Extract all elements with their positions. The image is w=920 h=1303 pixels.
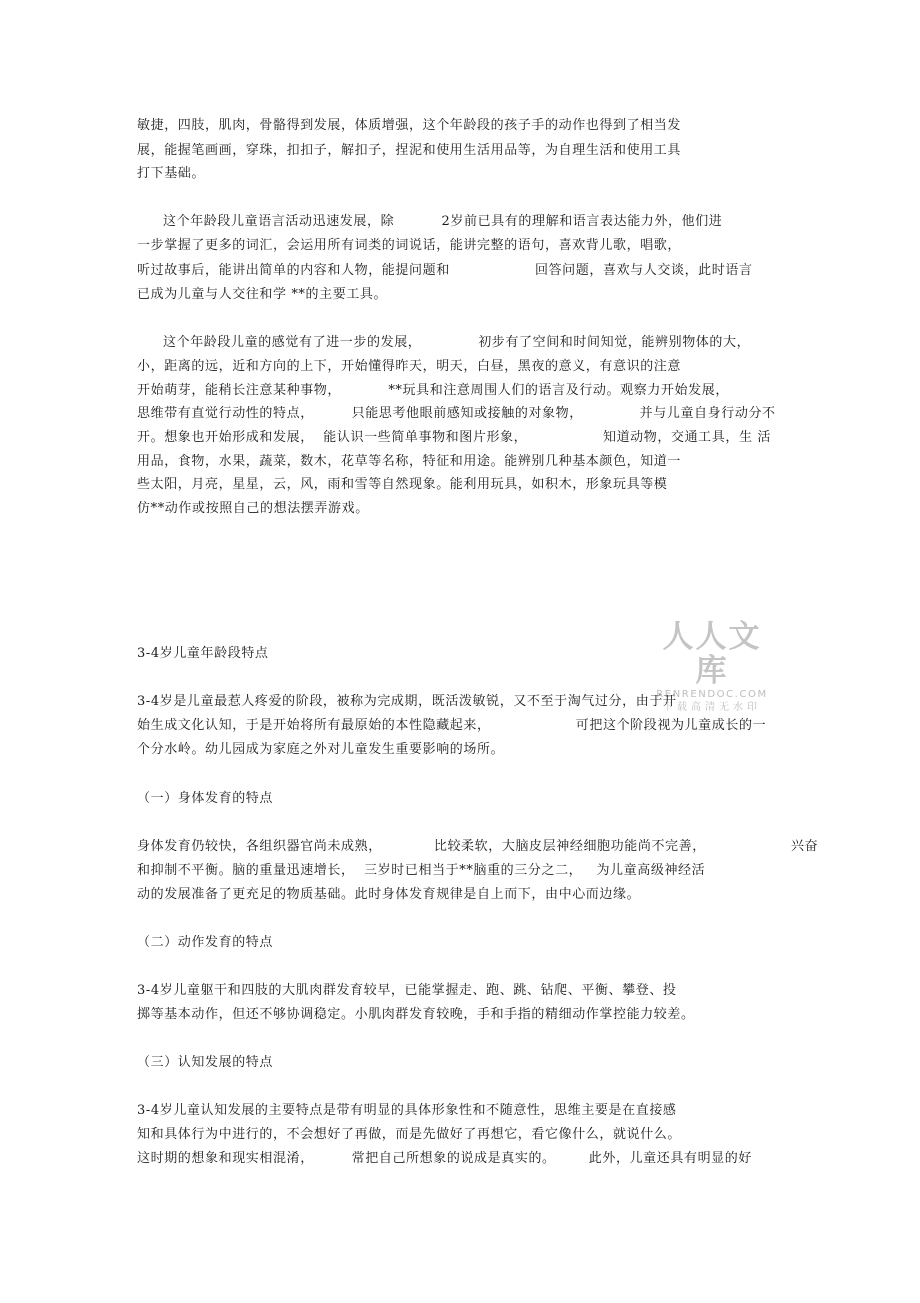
text-line: 开。想象也开始形成和发展， 能认识一些简单事物和图片形象， 知道动物，交通工具，生 活 bbox=[137, 430, 771, 445]
text-line: 小，距离的远，近和方向的上下，开始懂得昨天，明天，白昼，黑夜的意义，有意识的注意 bbox=[137, 359, 682, 374]
text-line: 这个年龄段儿童的感觉有了进一步的发展， 初步有了空间和时间知觉，能辨别物体的大， bbox=[163, 335, 751, 350]
text-line: 用品，食物，水果，蔬菜，数木，花草等名称，特征和用途。能辨别几种基本颜色，知道一 bbox=[137, 454, 682, 469]
text-line: 一步掌握了更多的词汇，会运用所有词类的词说话，能讲完整的语句，喜欢背儿歌，唱歌， bbox=[137, 238, 682, 253]
text-line: 敏捷，四肢，肌肉，骨骼得到发展，体质增强，这个年龄段的孩子手的动作也得到了相当发 bbox=[137, 118, 682, 133]
subsection-heading: （三）认知发展的特点 bbox=[137, 1055, 274, 1070]
text-line: 这个年龄段儿童语言活动迅速发展，除 2岁前已具有的理解和语言表达能力外，他们进 bbox=[163, 214, 723, 229]
text-line: 思维带有直觉行动性的特点， 只能思考他眼前感知或接触的对象物， 并与儿童自身行动分不 bbox=[137, 406, 776, 421]
text-line: 听过故事后，能讲出简单的内容和人物，能提问题和 回答问题，喜欢与人交谈，此时语言 bbox=[137, 263, 753, 278]
text-line: 展，能握笔画画，穿珠，扣扣子，解扣子，捏泥和使用生活用品等，为自理生活和使用工具 bbox=[137, 143, 682, 158]
text-line: 这时期的想象和现实相混淆， 常把自己所想象的说成是真实的。 此外，儿童还具有明显的好 bbox=[137, 1151, 752, 1166]
text-line: 开始萌芽，能稍长注意某种事物， **玩具和注意周围人们的语言及行动。观察力开始发展， bbox=[137, 383, 729, 398]
text-line: 始生成文化认知，于是开始将所有最原始的本性隐藏起来， 可把这个阶段视为儿童成长的一 bbox=[137, 718, 767, 733]
watermark-brand: 人人文库 bbox=[662, 619, 762, 689]
section-heading: 3-4岁儿童年龄段特点 bbox=[137, 646, 269, 661]
text-line: 掷等基本动作，但还不够协调稳定。小肌肉群发育较晚，手和手指的精细动作掌控能力较差。 bbox=[137, 1007, 695, 1022]
text-line: 和抑制不平衡。脑的重量迅速增长， 三岁时已相当于**脑重的三分之二， 为儿童高级神经活 bbox=[137, 863, 706, 878]
text-line: 动的发展准备了更充足的物质基础。此时身体发育规律是自上而下，由中心而边缘。 bbox=[137, 887, 641, 902]
subsection-heading: （二）动作发育的特点 bbox=[137, 935, 274, 950]
text-line: 3-4岁是儿童最惹人疼爱的阶段，被称为完成期，既活泼敏锐，又不至于淘气过分，由于开 bbox=[137, 694, 677, 709]
text-line: 已成为儿童与人交往和学 **的主要工具。 bbox=[137, 287, 388, 302]
watermark-tagline: 下载高清无水印 bbox=[663, 702, 761, 713]
text-line: 3-4岁儿童认知发展的主要特点是带有明显的具体形象性和不随意性，思维主要是在直接感 bbox=[137, 1103, 677, 1118]
text-line: 些太阳，月亮，星星，云，风，雨和雪等自然现象。能利用玩具，如积木，形象玩具等模 bbox=[137, 477, 668, 492]
subsection-heading: （一）身体发育的特点 bbox=[137, 791, 274, 806]
text-line: 个分水岭。幼儿园成为家庭之外对儿童发生重要影响的场所。 bbox=[137, 742, 505, 757]
text-line: 3-4岁儿童躯干和四肢的大肌肉群发育较早，已能掌握走、跑、跳、钻爬、平衡、攀登、投 bbox=[137, 983, 677, 998]
text-line: 打下基础。 bbox=[137, 166, 206, 181]
text-line: 仿**动作或按照自己的想法摆弄游戏。 bbox=[137, 501, 369, 516]
text-line: 身体发育仍较快，各组织器官尚未成熟， 比较柔软，大脑皮层神经细胞功能尚不完善， 兴奋 bbox=[137, 839, 819, 854]
watermark-url: RENRENDOC.COM bbox=[656, 689, 768, 700]
text-line: 知和具体行为中进行的，不会想好了再做，而是先做好了再想它，看它像什么，就说什么。 bbox=[137, 1127, 682, 1142]
